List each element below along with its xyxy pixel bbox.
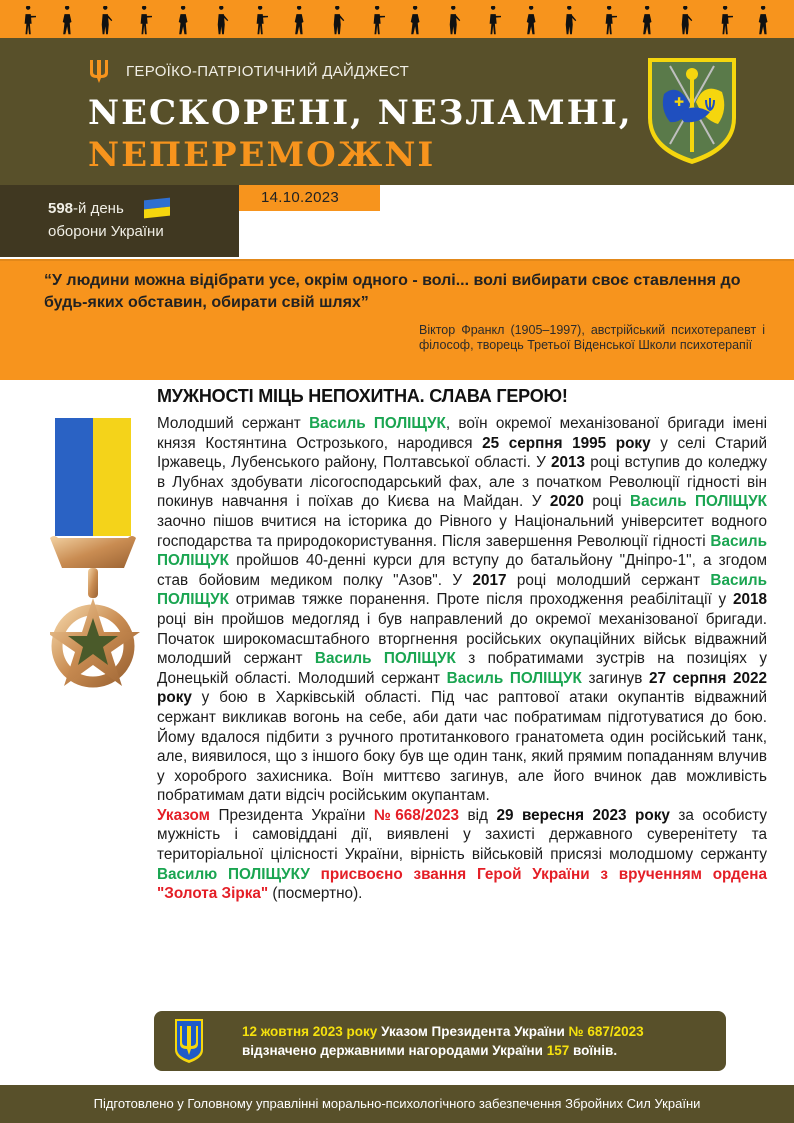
hero-name-dative: Василю ПОЛІЩУКУ [157,865,310,883]
awards-summary-box [154,1011,726,1071]
soldier-silhouette-icon [448,6,462,38]
header [0,38,794,185]
awards-summary-text: 12 жовтня 2023 року Указом Президента України № 687/2023 відзначено державними нагородами України 157 воїнів. [242,1024,644,1058]
defense-day-counter [0,185,239,257]
soldier-silhouette-icon [757,6,771,38]
article-body [157,414,767,904]
tagline-row [88,58,409,84]
soldier-silhouette-icon [719,6,733,38]
decree-label: Указом [157,806,210,824]
soldier-silhouette-icon [564,6,578,38]
title-line-1: NEСКОРЕНІ, NЕЗЛАМНІ, [88,93,633,133]
award-decree-number: № 687/2023 [568,1024,644,1039]
trident-icon [88,58,110,84]
death-date: 27 серпня 2022 року [157,669,768,707]
gold-star-medal [50,418,142,693]
coat-of-arms-icon [174,1018,204,1064]
hero-name: Василь ПОЛІЩУК [157,571,767,609]
footer-text: Підготовлено у Головному управлінні морально-психологічного забезпечення Збройних Сил України [93,1096,701,1111]
birth-date: 25 серпня 1995 року [482,434,651,452]
hero-name: Василь ПОЛІЩУК [630,493,767,511]
soldier-silhouette-icon [487,6,501,38]
day-suffix: -й день [73,199,124,217]
soldier-silhouette-icon [293,6,307,38]
soldier-silhouette-icon [680,6,694,38]
biography-paragraph: Молодший сержант Василь ПОЛІЩУК, воїн окремої механізованої бригади імені князя Костянтина Острозького, народився 25 серпня 1995 року у селі Старий Іржавець, Лубенського району, Полтавської області. У 2013 році вступив до коледжу в Лубнах здобувати лісогосподарський фах, але з початком Революції гідності він покинув навчання і поїхав до Києва на Майдан. У 2020 році Василь ПОЛІЩУК заочно пішов вчитися на історика до Рівного у Національний університет водного господарства та природокористування. Після завершення Революції гідності Василь ПОЛІЩУК пройшов 40-денні курси для вступу до батальйону "Дніпро-1", а згодом став бойовим медиком полку "Азов". У 2017 році молодший сержант Василь ПОЛІЩУК отримав тяжке поранення. Проте після проходження реабілітації у 2018 році він пройшов медогляд і був направлений до окремої механізованої бригади. Початок широкомасштабного вторгнення російських окупаційних військ відважний молодший сержант Василь ПОЛІЩУК з побратимами зустрів на позиціях у Донецькій області. Молодший сержант Василь ПОЛІЩУК загинув 27 серпня 2022 року у бою в Харківській області. Під час раптової атаки окупантів відважний сержант викликав вогонь на себе, аби дати час побратимам підготуватися до бою. Йому вдалося підбити з ручного протитанкового гранатомета один російський танк, але, виявилося, що з іншого боку був ще один танк, який прямим попаданням влучив у хороброго захисника. Воїн миттєво загинув, але його вчинок дав можливість побратимам дати відсіч російським окупантам. [157,415,768,805]
title-line-2: NЕПЕРЕМОЖNІ [88,135,436,175]
footer [0,1085,794,1123]
quote-text: “У людини можна відібрати усе, окрім одного - волі... волі вибирати своє ставлення до будь-яких обставин, обирати свій шлях” [44,272,741,311]
unit-emblem [644,54,740,166]
quote-author: Віктор Франкл (1905–1997), австрійський психотерапевт і філософ, творець Третьої Віденської Школи психотерапії [419,323,765,352]
soldier-silhouette-icon [61,6,75,38]
soldier-silhouette-icon [332,6,346,38]
article-heading: МУЖНОСТІ МІЦЬ НЕПОХИТНА. СЛАВА ГЕРОЮ! [157,386,568,406]
issue-date [239,185,380,211]
soldier-silhouette-icon [177,6,191,38]
ukraine-flag-icon [144,198,170,219]
hero-name: Василь ПОЛІЩУК [157,532,767,570]
day-number: 598 [48,199,74,217]
hero-name: Василь ПОЛІЩУК [314,650,456,668]
award-date: 12 жовтня 2023 року [242,1024,378,1039]
soldier-silhouette-icon [525,6,539,38]
decree-number: №668/2023 [373,806,459,824]
tagline: ГЕРОЇКО-ПАТРІОТИЧНИЙ ДАЙДЖЕСТ [126,62,410,80]
soldier-silhouette-icon [100,6,114,38]
hero-name: Василь ПОЛІЩУК [446,669,582,687]
soldier-silhouettes [0,4,794,38]
hero-name: Василь ПОЛІЩУК [309,415,446,432]
soldier-strip [0,0,794,38]
decree-paragraph: Указом Президента України №668/2023 від 29 вересня 2023 року за особисту мужність і самовіддані дії, виявлені у захисті державного суверенітету та територіальної цілісності України, вірність військовій присязі молодшому сержанту Василю ПОЛІЩУКУ присвоєно звання Герой України з врученням ордена "Золота Зірка" (посмертно). [157,806,768,903]
soldier-silhouette-icon [22,6,36,38]
defense-label: оборони України [48,223,164,240]
decree-date: 29 вересня 2023 року [496,806,670,824]
award-title: присвоєно звання Герой України з врученням ордена "Золота Зірка" [157,865,767,903]
svg-text:✚: ✚ [674,95,685,109]
date-text: 14.10.2023 [261,189,340,206]
soldier-silhouette-icon [371,6,385,38]
soldier-silhouette-icon [641,6,655,38]
soldier-silhouette-icon [254,6,268,38]
soldier-silhouette-icon [409,6,423,38]
soldier-silhouette-icon [603,6,617,38]
award-count: 157 [546,1043,570,1058]
quote-band [0,259,794,380]
soldier-silhouette-icon [138,6,152,38]
soldier-silhouette-icon [216,6,230,38]
